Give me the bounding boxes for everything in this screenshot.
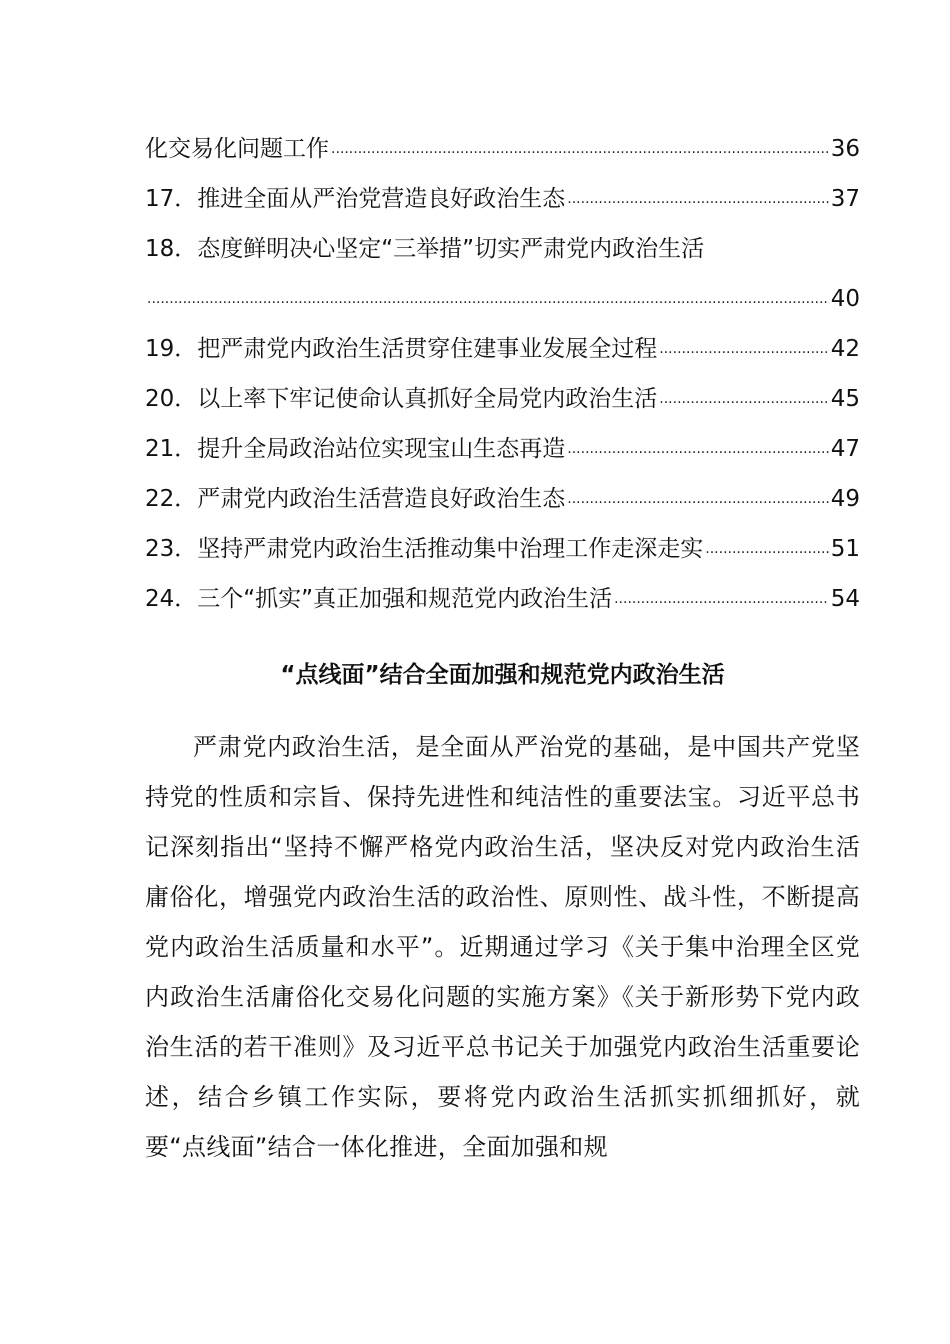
toc-leader-dots [331,124,829,174]
toc-leader-dots [659,324,828,374]
toc-entry-title: 17．推进全面从严治党营造良好政治生态 [145,186,566,212]
toc-leader-dots [659,374,828,424]
toc-entry-page: 47 [830,436,860,462]
toc-entry[interactable] [145,224,860,274]
toc-entry[interactable] [145,574,860,624]
toc-leader-dots [567,174,828,224]
toc-entry-page: 51 [830,536,860,562]
toc-entry-title: 18．态度鲜明决心坚定“三举措”切实严肃党内政治生活 [145,236,705,262]
toc-entry-page: 45 [830,386,860,412]
toc-entry-title: 23．坚持严肃党内政治生活推动集中治理工作走深走实 [145,536,704,562]
toc-leader-dots [705,524,828,574]
document-page [145,124,860,1196]
toc-entry-title: 21．提升全局政治站位实现宝山生态再造 [145,436,566,462]
toc-entry[interactable] [145,424,860,474]
toc-entry-title: 22．严肃党内政治生活营造良好政治生态 [145,486,566,512]
toc-leader-dots [567,474,828,524]
toc-leader-dots [147,274,829,324]
toc-entry-page: 49 [830,486,860,512]
toc-entry-title: 19．把严肃党内政治生活贯穿住建事业发展全过程 [145,336,658,362]
toc-entry[interactable] [145,324,860,374]
toc-entry-continuation[interactable] [145,274,860,324]
article-paragraph: 严肃党内政治生活，是全面从严治党的基础，是中国共产党坚持党的性质和宗旨、保持先进性和纯洁性的重要法宝。习近平总书记深刻指出“坚持不懈严格党内政治生活，坚决反对党内政治生活庸俗化，增强党内政治生活的政治性、原则性、战斗性，不断提高党内政治生活质量和水平”。近期通过学习《关于集中治理全区党内政治生活庸俗化交易化问题的实施方案》《关于新形势下党内政治生活的若干准则》及习近平总书记关于加强党内政治生活重要论述，结合乡镇工作实际，要将党内政治生活抓实抓细抓好，就要“点线面”结合一体化推进，全面加强和规 [145,733,860,1161]
toc-entry[interactable] [145,124,860,174]
table-of-contents [145,124,860,624]
toc-entry-page: 54 [830,586,860,612]
toc-entry-title: 20．以上率下牢记使命认真抓好全局党内政治生活 [145,386,658,412]
toc-entry[interactable] [145,174,860,224]
toc-leader-dots [614,574,829,624]
toc-entry-page: 42 [830,336,860,362]
toc-entry-title: 24．三个“抓实”真正加强和规范党内政治生活 [145,586,613,612]
toc-leader-dots [567,424,828,474]
toc-entry-page: 40 [830,286,860,312]
toc-entry[interactable] [145,524,860,574]
toc-entry[interactable] [145,374,860,424]
toc-entry-page: 37 [830,186,860,212]
toc-entry-title: 化交易化问题工作 [145,136,329,162]
article-title: “点线面”结合全面加强和规范党内政治生活 [280,662,725,688]
toc-entry[interactable] [145,474,860,524]
toc-entry-page: 36 [830,136,860,162]
